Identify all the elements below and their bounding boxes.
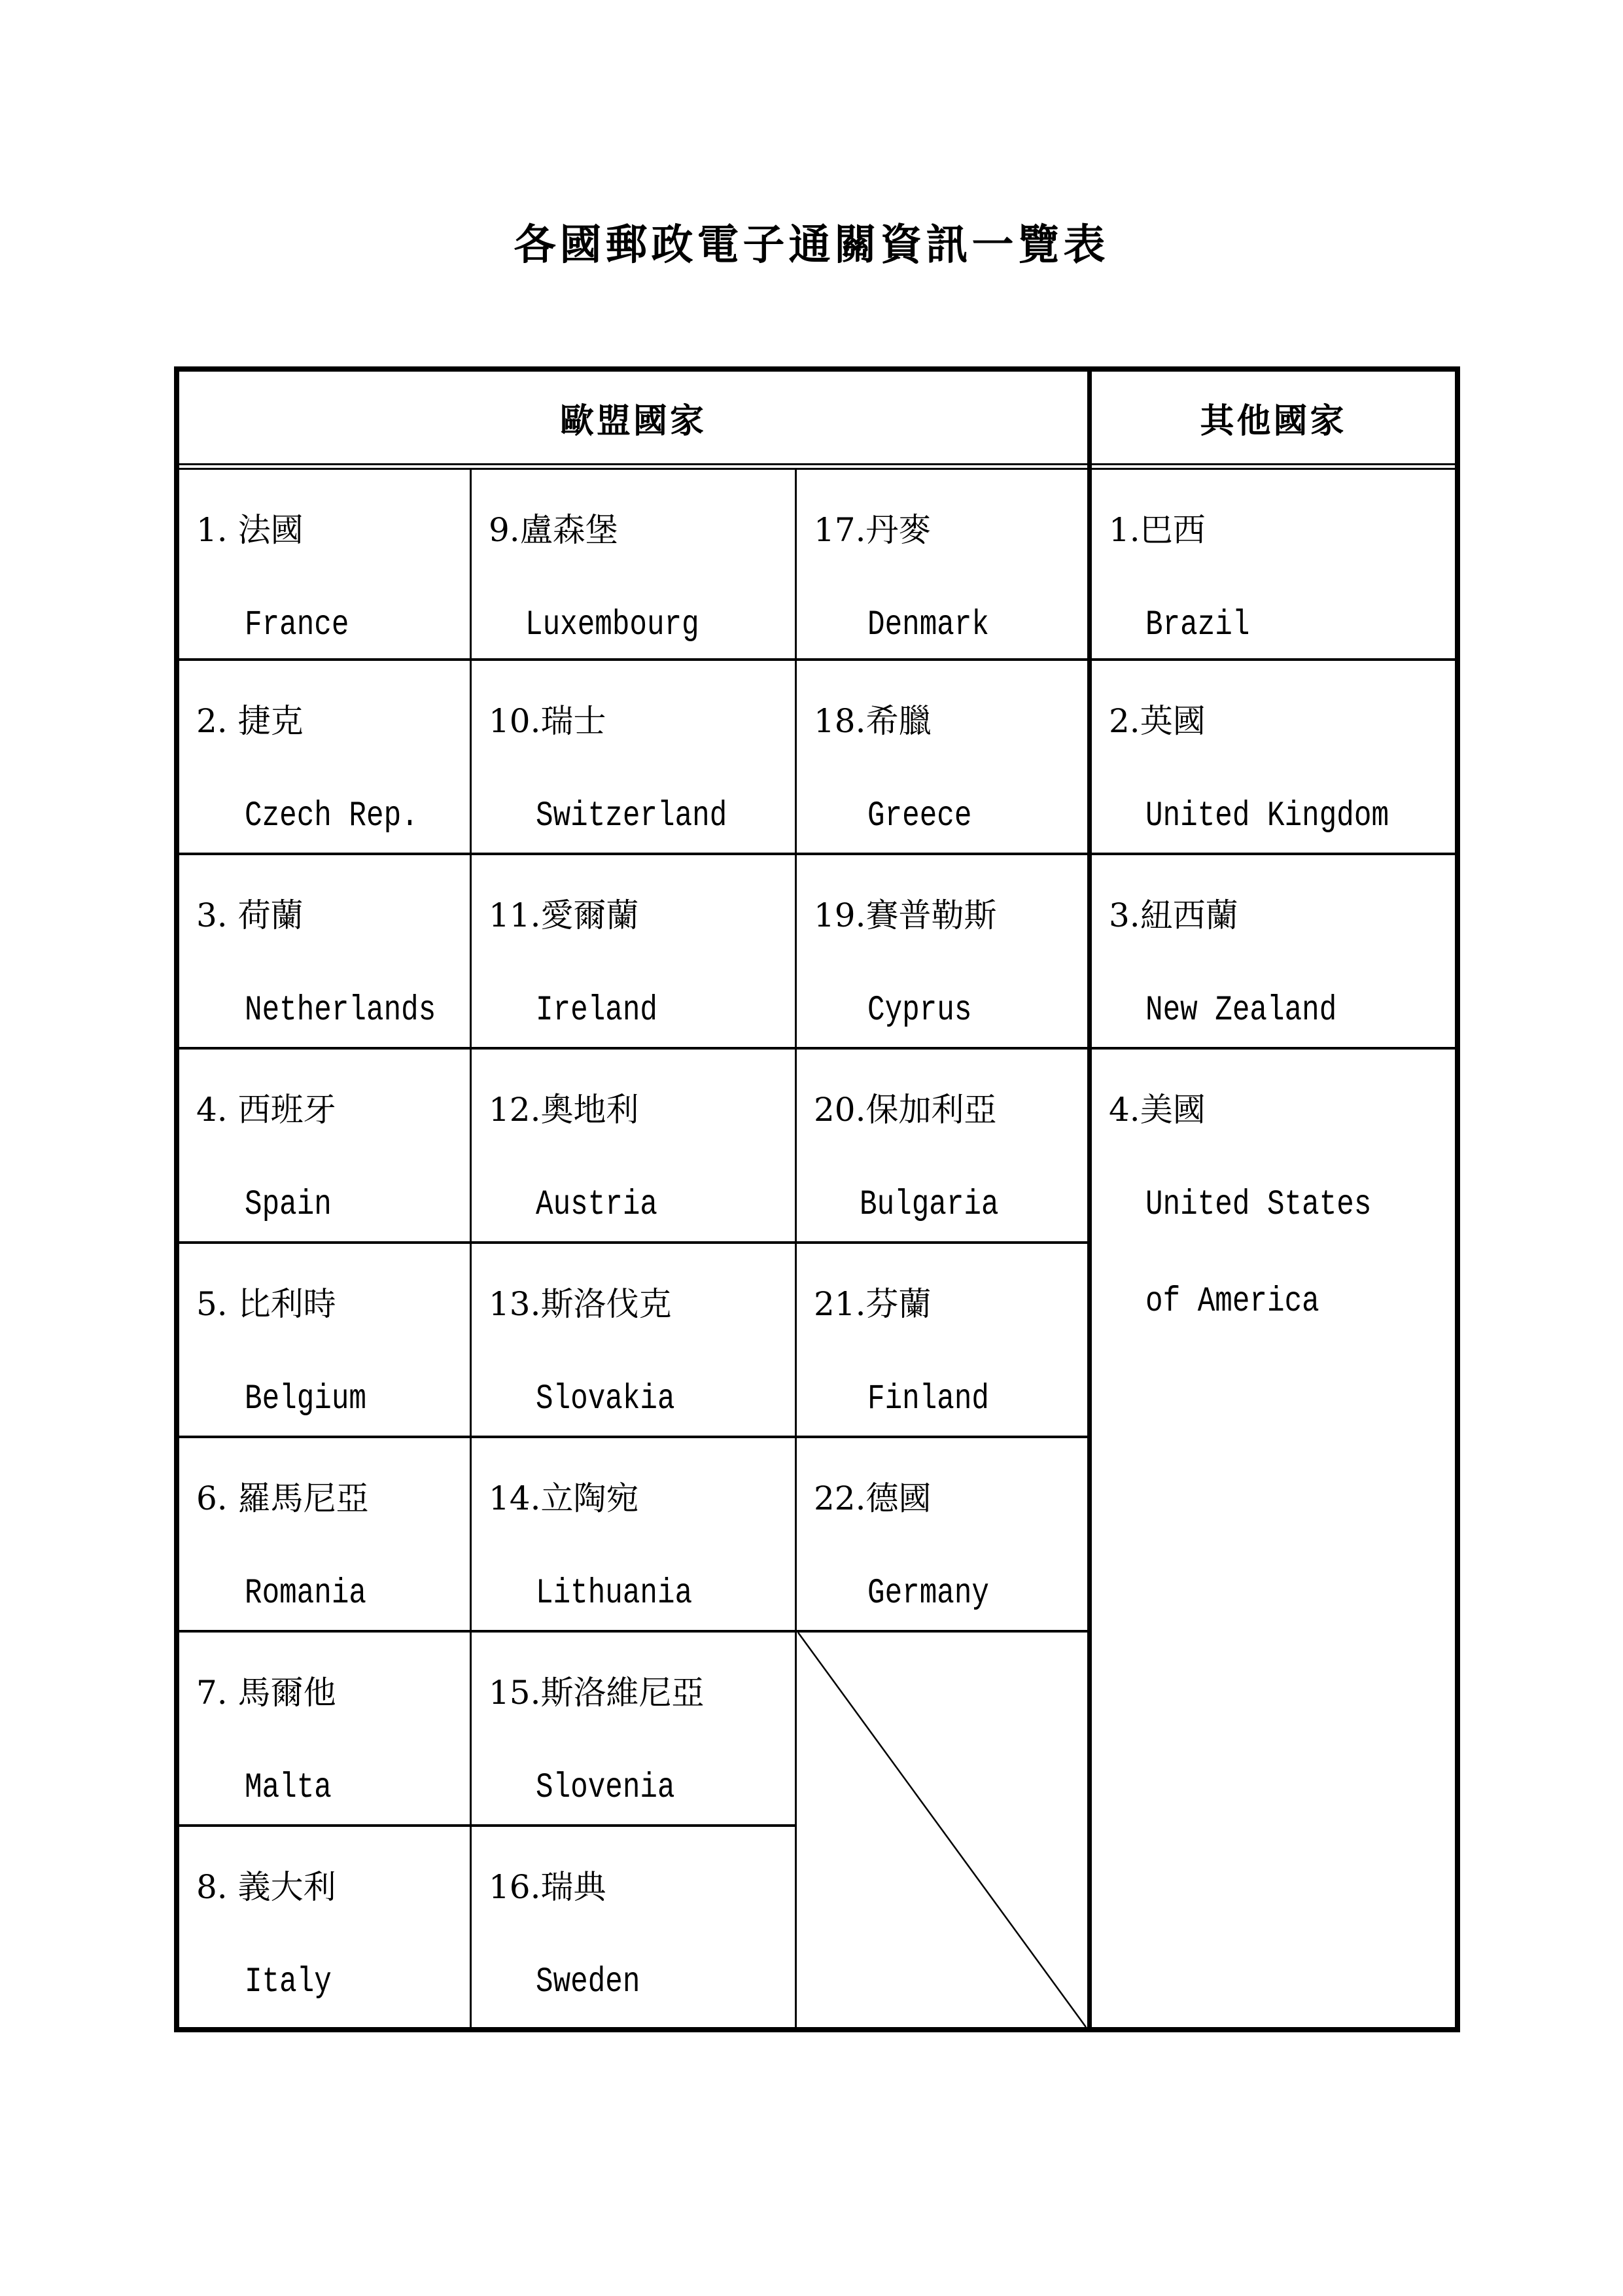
table-border-left: [174, 366, 179, 2032]
country-zh: 3.紐西蘭: [1109, 896, 1238, 934]
list-item: [179, 1050, 470, 1241]
country-en: Finland: [867, 1379, 990, 1419]
country-en: Malta: [245, 1768, 332, 1808]
country-en: Brazil: [1145, 605, 1250, 645]
country-en: Belgium: [245, 1379, 367, 1419]
list-item: [472, 661, 795, 853]
country-zh: 21.芬蘭: [814, 1285, 932, 1323]
country-zh: 8. 義大利: [196, 1868, 336, 1906]
list-item: [472, 1438, 795, 1630]
country-en: Austria: [536, 1185, 658, 1225]
country-zh: 2. 捷克: [196, 702, 304, 740]
country-zh: 11.愛爾蘭: [489, 896, 639, 934]
table-border-top: [174, 366, 1460, 372]
country-zh: 3. 荷蘭: [196, 896, 304, 934]
country-en: Slovenia: [536, 1768, 675, 1808]
country-en: Italy: [245, 1962, 332, 2002]
country-en: Germany: [867, 1574, 990, 1614]
country-zh: 20.保加利亞: [814, 1091, 997, 1129]
list-item: [179, 855, 470, 1047]
country-en: Denmark: [867, 605, 990, 645]
country-zh: 5. 比利時: [196, 1285, 336, 1323]
list-item: [472, 855, 795, 1047]
list-item: [797, 661, 1087, 853]
country-en: Spain: [245, 1185, 332, 1225]
country-zh: 10.瑞士: [489, 702, 606, 740]
country-en: Cyprus: [867, 991, 972, 1031]
country-zh: 7. 馬爾他: [196, 1674, 336, 1712]
country-en: Bulgaria: [860, 1185, 999, 1225]
country-en-line2: of America: [1145, 1282, 1319, 1322]
country-zh: 4. 西班牙: [196, 1091, 336, 1129]
section-divider: [1087, 366, 1092, 2032]
country-zh: 12.奧地利: [489, 1091, 639, 1129]
list-item: [797, 1438, 1087, 1630]
list-item: [179, 661, 470, 853]
list-item: [797, 1244, 1087, 1436]
country-zh: 2.英國: [1109, 702, 1206, 740]
list-item: [179, 1827, 470, 2027]
list-item: [179, 1633, 470, 1824]
header-rule-1: [174, 463, 1460, 465]
country-zh: 18.希臘: [814, 702, 932, 740]
list-item: [1092, 1050, 1455, 2027]
country-en: Czech Rep.: [245, 796, 419, 836]
list-item: [472, 1244, 795, 1436]
list-item: [1092, 470, 1455, 658]
list-item: [179, 1244, 470, 1436]
country-en: United States: [1145, 1185, 1372, 1225]
country-en: Sweden: [536, 1962, 640, 2002]
header-eu: 歐盟國家: [559, 400, 707, 441]
list-item: [797, 855, 1087, 1047]
list-item: [472, 470, 795, 658]
country-zh: 13.斯洛伐克: [489, 1285, 672, 1323]
country-en: New Zealand: [1145, 991, 1337, 1031]
country-zh: 6. 羅馬尼亞: [196, 1479, 369, 1517]
table-border-bottom: [174, 2027, 1460, 2032]
list-item: [797, 1050, 1087, 1241]
list-item: [1092, 855, 1455, 1047]
country-en: Switzerland: [536, 796, 727, 836]
country-en: Ireland: [536, 991, 658, 1031]
country-zh: 4.美國: [1109, 1091, 1206, 1129]
list-item: [179, 1438, 470, 1630]
country-zh: 9.盧森堡: [489, 511, 618, 549]
country-en: United Kingdom: [1145, 796, 1389, 836]
empty-cell-diagonal: [797, 1633, 1087, 2027]
country-zh: 15.斯洛維尼亞: [489, 1674, 705, 1712]
list-item: [472, 1827, 795, 2027]
country-en: Romania: [245, 1574, 367, 1614]
list-item: [472, 1633, 795, 1824]
header-other: 其他國家: [1200, 400, 1347, 441]
country-zh: 17.丹麥: [814, 511, 932, 549]
country-zh: 1.巴西: [1109, 511, 1206, 549]
table-border-right: [1455, 366, 1460, 2032]
list-item: [179, 470, 470, 658]
list-item: [797, 470, 1087, 658]
country-zh: 22.德國: [814, 1479, 932, 1517]
country-zh: 14.立陶宛: [489, 1479, 639, 1517]
country-en: Lithuania: [536, 1574, 693, 1614]
country-zh: 16.瑞典: [489, 1868, 606, 1906]
page-title: 各國郵政電子通關資訊一覽表: [514, 221, 1109, 270]
country-en: France: [245, 605, 349, 645]
list-item: [472, 1050, 795, 1241]
list-item: [1092, 661, 1455, 853]
country-en: Greece: [867, 796, 972, 836]
country-en: Netherlands: [245, 991, 436, 1031]
country-zh: 1. 法國: [196, 511, 304, 549]
country-zh: 19.賽普勒斯: [814, 896, 997, 934]
country-en: Luxembourg: [525, 605, 699, 645]
countries-table: [174, 366, 1460, 2032]
country-en: Slovakia: [536, 1379, 675, 1419]
